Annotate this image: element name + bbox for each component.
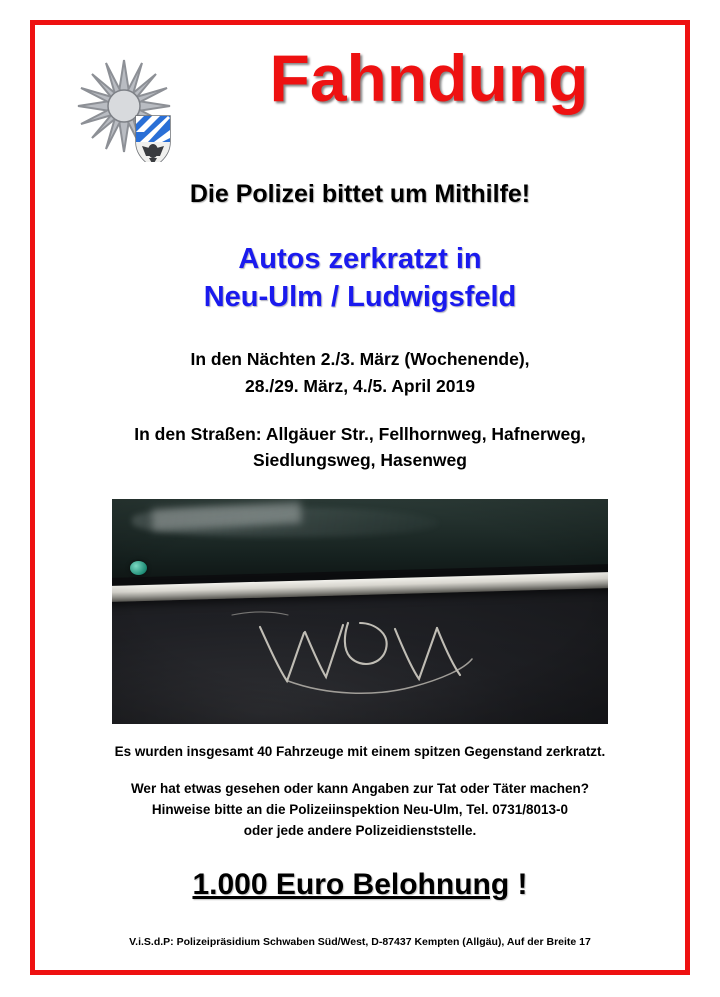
- poster-content: [14, 16, 706, 948]
- page-title: Fahndung: [269, 41, 589, 115]
- dates-line-2: 28./29. März, 4./5. April 2019: [245, 375, 475, 396]
- reward-amount: 1.000 Euro Belohnung: [192, 868, 510, 902]
- poster-headline: [62, 241, 658, 316]
- poster-subtitle: Die Polizei bittet um Mithilfe!: [189, 180, 531, 208]
- bavarian-police-star-emblem: [62, 44, 194, 167]
- evidence-photo: [112, 499, 608, 724]
- headline-line-2: Neu-Ulm / Ludwigsfeld: [203, 280, 517, 313]
- headline-line-1: Autos zerkratzt in: [238, 243, 482, 275]
- incident-streets: [62, 421, 658, 474]
- imprint-line: V.i.S.d.P: Polizeipräsidium Schwaben Süd/West, D-87437 Kempten (Allgäu), Auf der Breite 17: [129, 936, 591, 949]
- incident-dates: [62, 346, 658, 399]
- photo-vignette: [112, 499, 608, 724]
- dates-line-1: In den Nächten 2./3. März (Wochenende),: [190, 349, 530, 370]
- photo-caption: Es wurden insgesamt 40 Fahrzeuge mit einem spitzen Gegenstand zerkratzt.: [114, 744, 606, 760]
- reward-suffix: !: [509, 868, 528, 902]
- appeal-line-2: Hinweise bitte an die Polizeiinspektion Neu-Ulm, Tel. 0731/8013-0: [151, 802, 569, 818]
- streets-line-2: Siedlungsweg, Hasenweg: [253, 450, 467, 471]
- appeal-line-3: oder jede andere Polizeidienststelle.: [243, 823, 477, 839]
- appeal-line-1: Wer hat etwas gesehen oder kann Angaben zur Tat oder Täter machen?: [130, 781, 590, 797]
- streets-line-1: In den Straßen: Allgäuer Str., Fellhornweg, Hafnerweg,: [134, 423, 586, 444]
- appeal-text: [62, 779, 658, 842]
- reward-notice: [62, 868, 658, 902]
- poster-title-wrap: [194, 41, 658, 115]
- poster-header: [62, 41, 658, 166]
